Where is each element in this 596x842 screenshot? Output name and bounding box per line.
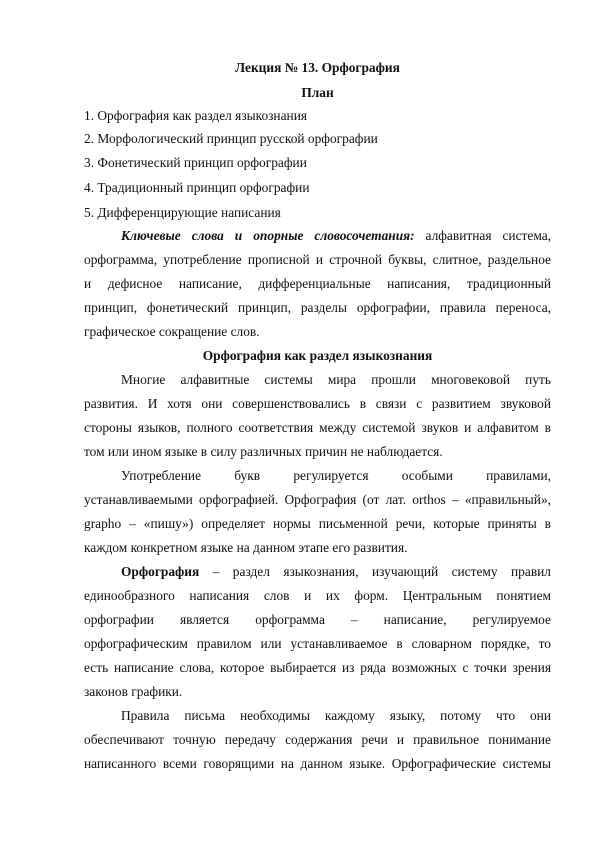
keywords-line: принцип, фонетический принцип, разделы орфографии, правила переноса,: [84, 300, 551, 315]
paragraph-line: Многие алфавитные системы мира прошли многовековой путь: [121, 372, 551, 387]
plan-item: 4. Традиционный принцип орфографии: [84, 180, 310, 195]
paragraph-line: каждом конкретном языке на данном этапе его развития.: [84, 540, 408, 555]
keywords-line: [121, 228, 551, 244]
lecture-title: Лекция № 13. Орфография: [235, 60, 400, 75]
keywords-label: Ключевые слова и опорные словосочетания:: [121, 228, 415, 243]
paragraph-line: Правила письма необходимы каждому языку, потому что они: [121, 708, 551, 723]
keywords-line: орфограмма, употребление прописной и строчной буквы, слитное, раздельное: [84, 252, 551, 267]
paragraph-line: единообразного написания слов и их форм. Центральным понятием: [84, 588, 551, 603]
section-heading: Орфография как раздел языкознания: [202, 348, 433, 363]
paragraph-line: устанавливаемыми орфографией. Орфография (от лат. orthos – «правильный»,: [84, 492, 551, 507]
paragraph-line: том или ином языке в силу различных причин не наблюдается.: [84, 444, 443, 459]
plan-item: 3. Фонетический принцип орфографии: [84, 155, 307, 170]
paragraph-line: законов графики.: [84, 684, 183, 699]
plan-heading: План: [301, 85, 334, 100]
term-orthography: Орфография: [121, 564, 200, 579]
keywords-line: и дефисное написание, дифференциальные написания, традиционный: [84, 276, 551, 291]
keywords-text: алфавитная система,: [414, 228, 551, 243]
paragraph-line: [121, 564, 551, 580]
paragraph-line: обеспечивают точную передачу содержания речи и правильное понимание: [84, 732, 551, 747]
definition-text: – раздел языкознания, изучающий систему правил: [199, 564, 551, 579]
plan-item: 5. Дифференцирующие написания: [84, 205, 281, 220]
paragraph-line: орфографическим правилом или устанавливаемое в словарном порядке, то: [84, 636, 551, 651]
keywords-line: графическое сокращение слов.: [84, 324, 260, 339]
paragraph-line: Употребление букв регулируется особыми правилами,: [121, 468, 551, 483]
paragraph-line: орфографии является орфограмма – написание, регулируемое: [84, 612, 551, 627]
paragraph-line: стороны языков, полного соответствия между системой звуков и алфавитом в: [84, 420, 551, 435]
paragraph-line: написанного всеми говорящими на данном языке. Орфографические системы: [84, 756, 551, 771]
paragraph-line: развития. И хотя они совершенствовались в связи с развитием звуковой: [84, 396, 551, 411]
paragraph-line: grapho – «пишу») определяет нормы письменной речи, которые приняты в: [84, 516, 551, 531]
paragraph-line: есть написание слова, которое выбирается из ряда возможных с точки зрения: [84, 660, 551, 675]
plan-item: 1. Орфография как раздел языкознания: [84, 108, 308, 123]
plan-item: 2. Морфологический принцип русской орфографии: [84, 131, 378, 146]
